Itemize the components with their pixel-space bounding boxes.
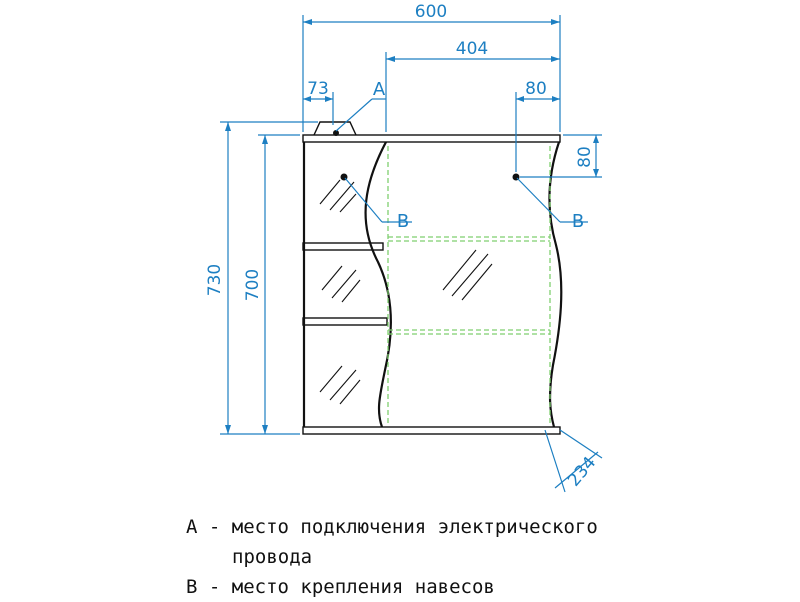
- legend-b-line: B - место крепления навесов: [186, 576, 495, 598]
- bottom-plate: [303, 427, 560, 434]
- door-right-curve: [550, 142, 562, 427]
- dimension-600: 600: [414, 2, 448, 22]
- legend-a-line: A - место подключения электрического: [186, 516, 598, 538]
- top-plate: [303, 135, 560, 142]
- callout-b-left: B: [396, 211, 410, 232]
- callout-b-right: B: [571, 211, 585, 232]
- dimension-80-horizontal: 80: [525, 79, 547, 99]
- door-left-curve: [366, 142, 391, 427]
- reflection-mark: [443, 250, 492, 300]
- dimension-700: 700: [243, 268, 263, 302]
- reflection-mark: [320, 366, 360, 404]
- callout-a: A: [372, 79, 386, 100]
- dimension-730: 730: [205, 263, 225, 297]
- legend: [186, 512, 786, 602]
- dimension-80-vertical: 80: [575, 146, 595, 168]
- dimension-234: 234: [564, 452, 601, 491]
- dimension-73: 73: [307, 79, 329, 99]
- reflection-mark: [322, 266, 360, 302]
- dimension-404: 404: [455, 39, 489, 59]
- shelf-lower: [303, 318, 387, 325]
- legend-a-continuation: провода: [232, 546, 313, 568]
